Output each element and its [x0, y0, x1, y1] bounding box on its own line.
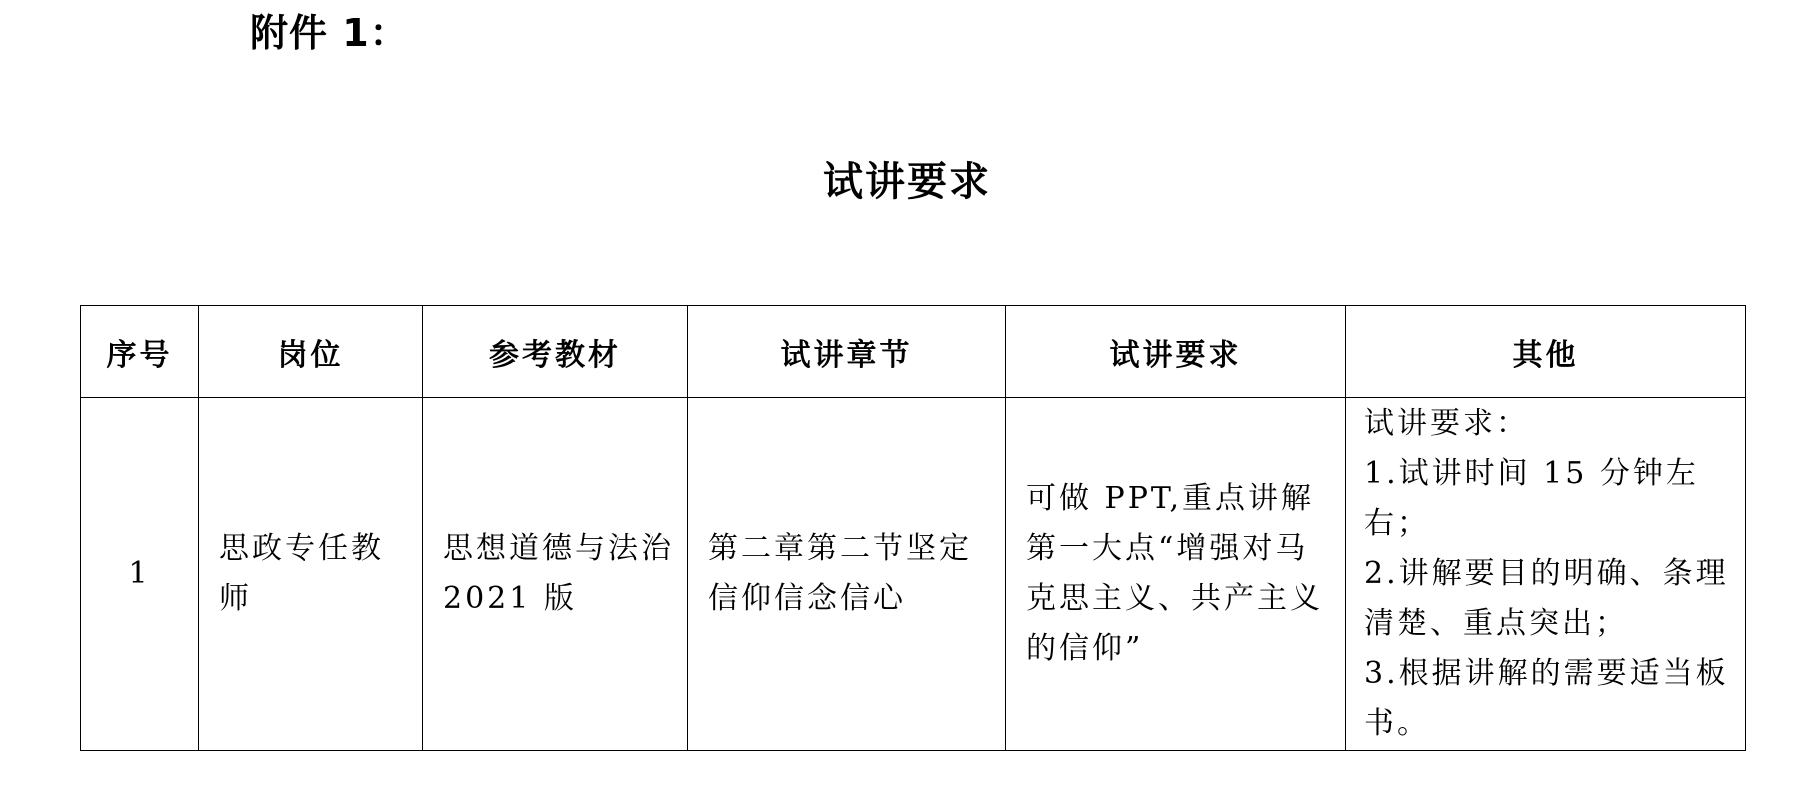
header-position: 岗位 — [199, 306, 423, 398]
header-chapter: 试讲章节 — [688, 306, 1006, 398]
cell-index: 1 — [81, 398, 199, 751]
cell-other — [1346, 398, 1746, 751]
other-line-3: 3.根据讲解的需要适当板书。 — [1364, 656, 1729, 741]
document-title: 试讲要求 — [823, 159, 991, 205]
header-index: 序号 — [81, 306, 199, 398]
header-textbook: 参考教材 — [423, 306, 688, 398]
table-header-row — [81, 306, 1746, 398]
header-other: 其他 — [1346, 306, 1746, 398]
header-requirement: 试讲要求 — [1006, 306, 1346, 398]
other-line-1: 1.试讲时间 15 分钟左右； — [1364, 456, 1699, 541]
attachment-label: 附件 1： — [250, 11, 409, 55]
cell-position: 思政专任教师 — [199, 398, 423, 751]
table-row — [81, 398, 1746, 751]
other-line-heading: 试讲要求： — [1364, 406, 1529, 441]
requirements-table — [80, 305, 1746, 751]
cell-chapter: 第二章第二节坚定信仰信念信心 — [688, 398, 1006, 751]
other-line-2: 2.讲解要目的明确、条理清楚、重点突出； — [1364, 556, 1729, 641]
cell-textbook: 思想道德与法治 2021 版 — [423, 398, 688, 751]
cell-requirement: 可做 PPT,重点讲解第一大点“增强对马克思主义、共产主义的信仰” — [1006, 398, 1346, 751]
